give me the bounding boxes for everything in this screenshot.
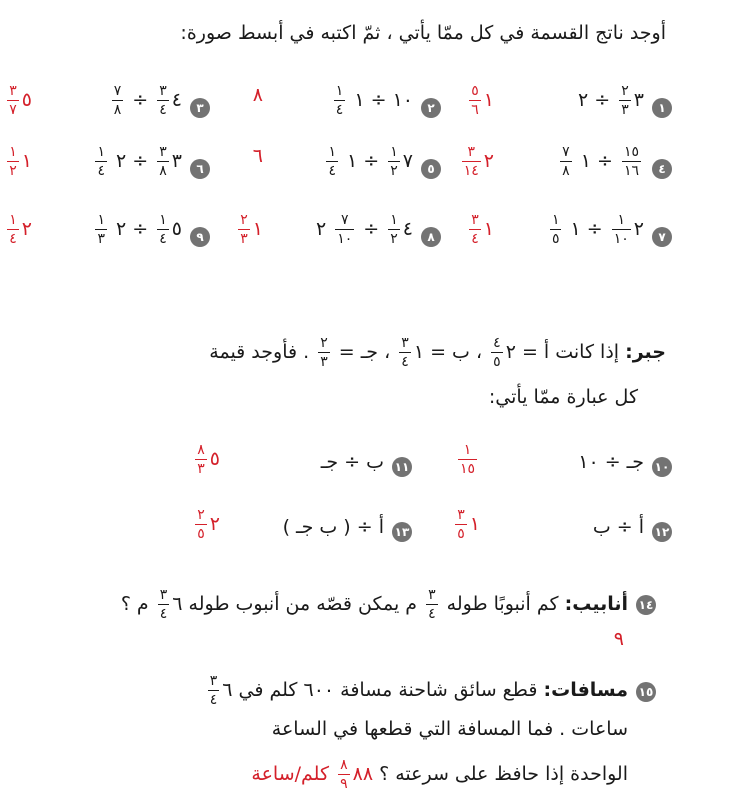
- algebra-text-a: إذا كانت أ =: [521, 341, 620, 363]
- exercise-answer-7: [466, 213, 494, 246]
- numerator: ٣: [9, 83, 17, 99]
- numerator: ٣: [159, 144, 167, 160]
- heading: أوجد ناتج القسمة في كل ممّا يأتي ، ثمّ اكتبه في أبسط صورة:: [180, 22, 666, 44]
- denominator: ١٤: [463, 163, 479, 179]
- denominator: ٣: [240, 231, 248, 247]
- pipes-f1-numerator: ٣: [428, 587, 436, 603]
- exercise-answer-3: [4, 84, 32, 117]
- denominator: ٢: [9, 163, 17, 179]
- fraction: [95, 145, 107, 178]
- denominator: ٥: [197, 526, 205, 542]
- numerator: ٣: [467, 144, 476, 160]
- distances-label: مسافات:: [543, 679, 628, 701]
- numerator: ١: [328, 144, 336, 160]
- whole-number: ١: [469, 513, 480, 535]
- denominator: ١٠: [337, 231, 353, 247]
- denominator: ٨: [159, 163, 167, 179]
- exercise-answer-1: [466, 84, 494, 117]
- whole-number: ١: [21, 150, 32, 172]
- numerator: ٢: [621, 83, 629, 99]
- distances-line-2: ساعات . فما المسافة التي قطعها في الساعة: [271, 718, 628, 740]
- algebra-line-2: كل عبارة ممّا يأتي:: [488, 386, 638, 408]
- exercise-answer-2: [253, 84, 263, 106]
- whole-number: ٣: [633, 89, 644, 111]
- numerator: ١: [9, 144, 17, 160]
- distances-answer: [251, 757, 374, 792]
- fraction: [469, 84, 481, 117]
- fraction: [95, 213, 107, 246]
- whole-number: ١: [483, 89, 494, 111]
- fraction: [238, 213, 250, 246]
- numerator: ٣: [159, 83, 167, 99]
- numerator: ١: [159, 212, 167, 228]
- algebra-text-b: ، ب =: [430, 341, 483, 363]
- algebra-expression-4: أ ÷ ( ب جـ ): [282, 516, 384, 538]
- algebra-answer-4: [192, 508, 220, 541]
- numerator: ٧: [340, 212, 349, 228]
- denominator: ٤: [9, 231, 17, 247]
- fraction: [560, 145, 572, 178]
- expression-text: ÷ ٢: [578, 89, 617, 111]
- exercise-number-١٠: ١٠: [652, 457, 672, 477]
- exercise-number-15: ١٥: [636, 682, 656, 702]
- expression-text: ٢: [315, 218, 333, 240]
- fraction: [112, 84, 124, 117]
- fraction: [157, 213, 169, 246]
- b-whole: ١: [413, 341, 425, 363]
- expression-text: ÷ ٢: [109, 218, 155, 240]
- fraction: [195, 508, 207, 541]
- numerator: ١: [463, 442, 472, 458]
- algebra-label: جبر:: [625, 341, 666, 363]
- exercise-number-7: ٧: [652, 227, 672, 247]
- fraction: [388, 213, 400, 246]
- pipes-fraction-1: [426, 588, 438, 621]
- numerator: ١: [9, 212, 17, 228]
- denominator: ٢: [390, 163, 398, 179]
- fraction: [619, 84, 631, 117]
- pipes-text-a: كم أنبوبًا طوله: [446, 593, 559, 615]
- c-denominator: ٣: [320, 354, 328, 370]
- fraction: [469, 213, 481, 246]
- expression-text: ÷: [357, 218, 386, 240]
- whole-number: ١: [483, 218, 494, 240]
- denominator: ٤: [328, 163, 336, 179]
- numerator: ٣: [471, 212, 479, 228]
- a-numerator: ٤: [493, 335, 501, 351]
- expression-text: ÷ ١: [564, 218, 609, 240]
- distances-answer-whole: ٨٨: [352, 763, 374, 785]
- exercise-number-8: ٨: [421, 227, 441, 247]
- fraction: [334, 84, 346, 117]
- numerator: ١: [617, 212, 626, 228]
- whole-number: ٤: [171, 89, 182, 111]
- pipes-problem: [121, 588, 628, 621]
- denominator: ٣: [97, 231, 105, 247]
- numerator: ٣: [457, 507, 465, 523]
- distances-fraction: [208, 674, 220, 707]
- c-fraction: [318, 336, 330, 369]
- distances-line-1: [205, 674, 628, 707]
- exercise-expression-1: [578, 84, 644, 117]
- a-whole: ٢: [505, 341, 516, 363]
- fraction: [157, 145, 169, 178]
- c-numerator: ٢: [320, 335, 328, 351]
- numerator: ٧: [113, 83, 122, 99]
- exercise-number-6: ٦: [190, 159, 210, 179]
- algebra-expression-1: جـ ÷ ١٠: [578, 451, 644, 473]
- fraction: [7, 145, 19, 178]
- exercise-number-2: ٢: [421, 98, 441, 118]
- pipes-f2-denominator: ٤: [159, 606, 168, 622]
- expression-text: ÷ ١: [340, 150, 386, 172]
- pipes-fraction-2: [158, 588, 170, 621]
- numerator: ٥: [471, 83, 479, 99]
- fraction: [335, 213, 354, 246]
- numerator: ١: [551, 212, 560, 228]
- a-denominator: ٥: [493, 354, 501, 370]
- fraction: [388, 145, 400, 178]
- exercise-answer-5: [253, 145, 263, 167]
- exercise-number-9: ٩: [190, 227, 210, 247]
- algebra-answer-3: [452, 508, 480, 541]
- fraction: [550, 213, 562, 246]
- denominator: ٤: [159, 231, 167, 247]
- algebra-expression-3: أ ÷ ب: [592, 516, 644, 538]
- distances-f-numerator: ٣: [209, 673, 218, 689]
- expression-text: ٦: [252, 145, 263, 167]
- b-denominator: ٤: [401, 354, 409, 370]
- distances-answer-denominator: ٩: [340, 776, 348, 792]
- exercise-number-١٢: ١٢: [652, 522, 672, 542]
- expression-text: ÷ ١: [574, 150, 619, 172]
- algebra-text-d: . فأوجد قيمة: [209, 341, 310, 363]
- algebra-text-c: ، جـ =: [338, 341, 391, 363]
- exercise-number-1: ١: [652, 98, 672, 118]
- whole-number: ٥: [21, 89, 32, 111]
- distances-whole: ٦: [222, 679, 233, 701]
- exercise-expression-5: [323, 145, 413, 178]
- pipes-label: أنابيب:: [564, 593, 628, 615]
- exercise-expression-6: [92, 145, 182, 178]
- exercise-answer-6: [4, 145, 32, 178]
- fraction: [7, 213, 19, 246]
- exercise-number-4: ٤: [652, 159, 672, 179]
- expression-text: ١٠ ÷ ١: [348, 89, 413, 111]
- exercise-expression-2: [331, 84, 413, 117]
- pipes-text-c: م ؟: [120, 593, 149, 615]
- denominator: ٤: [335, 102, 344, 118]
- whole-number: ٢: [633, 218, 644, 240]
- denominator: ٥: [457, 526, 465, 542]
- whole-number: ٤: [402, 218, 413, 240]
- whole-number: ١: [252, 218, 263, 240]
- fraction: [458, 443, 477, 476]
- fraction: [195, 443, 207, 476]
- expression-text: ٨: [252, 84, 263, 106]
- denominator: ٣: [621, 102, 629, 118]
- pipes-answer: ٩: [613, 628, 624, 650]
- distances-text-3: الواحدة إذا حافظ على سرعته ؟: [379, 763, 628, 785]
- distances-answer-unit: كلم/ساعة: [251, 763, 330, 785]
- numerator: ٢: [197, 507, 205, 523]
- a-fraction: [491, 336, 503, 369]
- denominator: ٦: [471, 102, 479, 118]
- exercise-expression-4: [557, 145, 644, 178]
- algebra-answer-2: [192, 443, 220, 476]
- whole-number: ٢: [209, 513, 220, 535]
- denominator: ٨: [113, 102, 122, 118]
- exercise-expression-7: [547, 213, 644, 246]
- denominator: ٢: [390, 231, 398, 247]
- pipes-f2-numerator: ٣: [159, 587, 168, 603]
- exercise-answer-9: [4, 213, 32, 246]
- denominator: ٨: [562, 163, 570, 179]
- denominator: ١٦: [623, 163, 639, 179]
- denominator: ١٥: [459, 461, 475, 477]
- numerator: ٢: [240, 212, 248, 228]
- algebra-line-1: [209, 336, 666, 369]
- numerator: ١: [390, 144, 398, 160]
- whole-number: ٣: [171, 150, 182, 172]
- denominator: ١٠: [613, 231, 629, 247]
- distances-answer-fraction: [338, 758, 350, 791]
- exercise-expression-8: [316, 213, 413, 246]
- distances-f-denominator: ٤: [209, 692, 218, 708]
- denominator: ٥: [551, 231, 560, 247]
- pipes-whole: ٦: [172, 593, 183, 615]
- distances-answer-numerator: ٨: [340, 757, 348, 773]
- numerator: ٨: [197, 442, 205, 458]
- fraction: [326, 145, 338, 178]
- exercise-number-١١: ١١: [392, 457, 412, 477]
- whole-number: ٥: [209, 448, 220, 470]
- b-numerator: ٣: [401, 335, 409, 351]
- exercise-answer-8: [235, 213, 263, 246]
- fraction: [622, 145, 641, 178]
- denominator: ٤: [159, 102, 167, 118]
- numerator: ١: [390, 212, 398, 228]
- numerator: ٧: [562, 144, 570, 160]
- exercise-number-5: ٥: [421, 159, 441, 179]
- algebra-expression-2: ب ÷ جـ: [320, 451, 384, 473]
- exercise-number-١٣: ١٣: [392, 522, 412, 542]
- distances-line-3: [251, 758, 628, 791]
- numerator: ١٥: [623, 144, 639, 160]
- fraction: [462, 145, 481, 178]
- whole-number: ٢: [21, 218, 32, 240]
- expression-text: ÷: [126, 89, 155, 111]
- denominator: ٧: [9, 102, 17, 118]
- algebra-answer-1: [455, 443, 480, 476]
- whole-number: ٧: [402, 150, 413, 172]
- whole-number: ٥: [171, 218, 182, 240]
- exercise-expression-3: [109, 84, 182, 117]
- pipes-text-b: م يمكن قصّه من أنبوب طوله: [188, 593, 418, 615]
- whole-number: ٢: [483, 150, 494, 172]
- distances-text-a: قطع سائق شاحنة مسافة ٦٠٠ كلم في: [238, 679, 538, 701]
- expression-text: ÷ ٢: [109, 150, 155, 172]
- exercise-expression-9: [92, 213, 182, 246]
- exercise-number-14: ١٤: [636, 595, 656, 615]
- b-fraction: [399, 336, 411, 369]
- denominator: ٤: [471, 231, 479, 247]
- numerator: ١: [97, 144, 105, 160]
- fraction: [612, 213, 631, 246]
- fraction: [157, 84, 169, 117]
- pipes-f1-denominator: ٤: [428, 606, 436, 622]
- denominator: ٤: [97, 163, 105, 179]
- numerator: ١: [97, 212, 105, 228]
- denominator: ٣: [197, 461, 205, 477]
- fraction: [455, 508, 467, 541]
- numerator: ١: [335, 83, 344, 99]
- fraction: [7, 84, 19, 117]
- exercise-number-3: ٣: [190, 98, 210, 118]
- exercise-answer-4: [459, 145, 494, 178]
